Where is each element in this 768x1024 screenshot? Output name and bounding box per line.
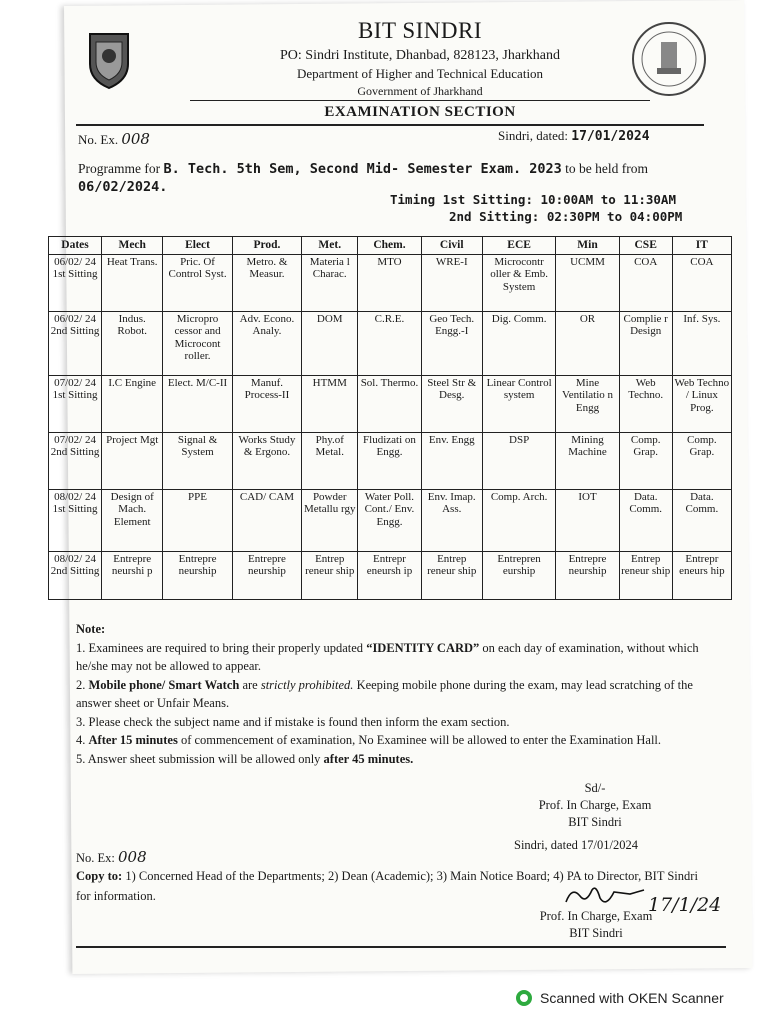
subject-cell: Complie r Design (619, 311, 672, 375)
column-header: IT (672, 237, 731, 255)
date-cell: 06/02/ 24 1st Sitting (49, 254, 102, 311)
subject-cell: Elect. M/C-II (163, 375, 232, 432)
subject-cell: Heat Trans. (102, 254, 163, 311)
subject-cell: Manuf. Process-II (232, 375, 301, 432)
subject-cell: Entrepren eurship (482, 551, 556, 599)
signature-sd: Sd/- (584, 781, 606, 795)
handwritten-date: 17/1/24 (648, 894, 722, 916)
signature-org: BIT Sindri (568, 815, 622, 829)
subject-cell: Micropro cessor and Microcont roller. (163, 311, 232, 375)
ref-no-value: 008 (121, 130, 150, 148)
note-4 (76, 731, 706, 750)
timetable-header-row (49, 237, 732, 255)
programme-course: B. Tech. 5th Sem, Second Mid- Semester Exam. 2023 (163, 161, 562, 177)
exam-timetable (48, 236, 732, 600)
subject-cell: Web Techno / Linux Prog. (672, 375, 731, 432)
column-header: Chem. (358, 237, 421, 255)
date-cell: 07/02/ 24 2nd Sitting (49, 432, 102, 489)
oken-scanner-icon (516, 990, 532, 1006)
institute-logo-icon (86, 28, 132, 90)
note-5-text: 5. Answer sheet submission will be allowed only (76, 751, 321, 766)
subject-cell: MTO (358, 254, 421, 311)
subject-cell: Water Poll. Cont./ Env. Engg. (358, 489, 421, 551)
subject-cell: OR (556, 311, 619, 375)
subject-cell: Phy.of Metal. (302, 432, 358, 489)
subject-cell: Steel Str & Desg. (421, 375, 482, 432)
subject-cell: Metro. & Measur. (232, 254, 301, 311)
note-1-rest: on each day of examination, without which he/she may not be allowed to appear. (76, 640, 699, 673)
copy-to-text: 1) Concerned Head of the Departments; 2) Dean (Academic); 3) Main Notice Board; 4) PA to Director, BIT Sindri for information. (76, 869, 698, 903)
subject-cell: Web Techno. (619, 375, 672, 432)
column-header: CSE (619, 237, 672, 255)
note-2-number: 2. (76, 677, 86, 692)
notes-title: Note: (76, 622, 106, 636)
subject-cell: DOM (302, 311, 358, 375)
signature-designation: Prof. In Charge, Exam (538, 798, 652, 812)
footer-no-label: No. Ex: (76, 851, 115, 865)
table-row (49, 375, 732, 432)
note-2-verb: are (242, 677, 258, 692)
subject-cell: Entrep reneur ship (421, 551, 482, 599)
column-header: Met. (302, 237, 358, 255)
subject-cell: Entrepre neurshi p (102, 551, 163, 599)
subject-cell: Materia l Charac. (302, 254, 358, 311)
subject-cell: Adv. Econo. Analy. (232, 311, 301, 375)
subject-cell: Works Study & Ergono. (232, 432, 301, 489)
note-2-rest: Keeping mobile phone during the exam, may lead scratching of the answer sheet or Unfair Means. (76, 677, 693, 710)
table-row (49, 551, 732, 599)
subject-cell: Dig. Comm. (482, 311, 556, 375)
subject-cell: Entrepre neurship (556, 551, 619, 599)
subject-cell: COA (619, 254, 672, 311)
subject-cell: CAD/ CAM (232, 489, 301, 551)
subject-cell: DSP (482, 432, 556, 489)
programme-from-date: 06/02/2024. (78, 179, 168, 195)
subject-cell: Indus. Robot. (102, 311, 163, 375)
subject-cell: Data. Comm. (619, 489, 672, 551)
table-row (49, 254, 732, 311)
subject-cell: IOT (556, 489, 619, 551)
footer-divider (76, 946, 726, 948)
table-row (49, 432, 732, 489)
subject-cell: Project Mgt (102, 432, 163, 489)
header-divider (190, 100, 650, 101)
subject-cell: Comp. Arch. (482, 489, 556, 551)
table-row (49, 489, 732, 551)
subject-cell: Data. Comm. (672, 489, 731, 551)
subject-cell: Entrepre neurship (232, 551, 301, 599)
column-header: Elect (163, 237, 232, 255)
note-5-emphasis: after 45 minutes. (323, 751, 414, 766)
subject-cell: HTMM (302, 375, 358, 432)
scanner-label: Scanned with OKEN Scanner (540, 990, 724, 1006)
subject-cell: Mine Ventilatio n Engg (556, 375, 619, 432)
government-name: Government of Jharkhand (357, 84, 483, 98)
subject-cell: Entrepr eneurs hip (672, 551, 731, 599)
reference-date (498, 128, 650, 144)
subject-cell: Entrepre neurship (163, 551, 232, 599)
subject-cell: UCMM (556, 254, 619, 311)
column-header: Prod. (232, 237, 301, 255)
subject-cell: Comp. Grap. (672, 432, 731, 489)
reference-number (78, 130, 150, 148)
column-header: Mech (102, 237, 163, 255)
column-header: Dates (49, 237, 102, 255)
subject-cell: Env. Engg (421, 432, 482, 489)
column-header: ECE (482, 237, 556, 255)
subject-cell: Pric. Of Control Syst. (163, 254, 232, 311)
footer-reference (76, 848, 147, 866)
ref-date-value: 17/01/2024 (571, 129, 650, 144)
subject-cell: C.R.E. (358, 311, 421, 375)
notes-section (76, 620, 706, 768)
programme-prefix: Programme for (78, 161, 161, 176)
ref-no-label: No. Ex. (78, 132, 119, 147)
footer-signature (516, 908, 676, 942)
note-4-rest: of commencement of examination, No Examinee will be allowed to enter the Examination Hall. (180, 733, 662, 747)
column-header: Civil (421, 237, 482, 255)
note-3: 3. Please check the subject name and if mistake is found then inform the exam section. (76, 714, 510, 729)
timetable-body (49, 254, 732, 599)
subject-cell: Env. Imap. Ass. (421, 489, 482, 551)
subject-cell: Entrep reneur ship (619, 551, 672, 599)
note-1 (76, 639, 706, 676)
subject-cell: I.C Engine (102, 375, 163, 432)
subject-cell: Sol. Thermo. (358, 375, 421, 432)
date-cell: 07/02/ 24 1st Sitting (49, 375, 102, 432)
subject-cell: Fludizati on Engg. (358, 432, 421, 489)
subject-cell: WRE-I (421, 254, 482, 311)
note-1-text: 1. Examinees are required to bring their properly updated (76, 640, 364, 655)
department-name: Department of Higher and Technical Education (296, 66, 544, 81)
subject-cell: COA (672, 254, 731, 311)
note-1-emphasis: “IDENTITY CARD” (366, 640, 480, 655)
note-2-italic: strictly prohibited. (260, 677, 354, 692)
institute-address: PO: Sindri Institute, Dhanbad, 828123, Jharkhand (280, 48, 560, 63)
table-row (49, 311, 732, 375)
ref-date-label: Sindri, dated: (498, 128, 569, 143)
subject-cell: Microcontr oller & Emb. System (482, 254, 556, 311)
date-cell: 06/02/ 24 2nd Sitting (49, 311, 102, 375)
programme-text (78, 160, 708, 196)
note-4-emphasis: After 15 minutes (88, 733, 178, 747)
signature-date: Sindri, dated 17/01/2024 (514, 838, 638, 852)
signature-block (500, 780, 690, 831)
subject-cell: Signal & System (163, 432, 232, 489)
note-5 (76, 750, 706, 769)
date-cell: 08/02/ 24 1st Sitting (49, 489, 102, 551)
subject-cell: Geo Tech. Engg.-I (421, 311, 482, 375)
note-4-number: 4. (76, 733, 86, 747)
section-divider (76, 124, 704, 126)
footer-sign-org: BIT Sindri (569, 926, 623, 940)
section-title: EXAMINATION SECTION (324, 104, 516, 120)
subject-cell: Design of Mach. Element (102, 489, 163, 551)
timing-second: 2nd Sitting: 02:30PM to 04:00PM (449, 209, 683, 224)
subject-cell: Inf. Sys. (672, 311, 731, 375)
subject-cell: PPE (163, 489, 232, 551)
subject-cell: Linear Control system (482, 375, 556, 432)
timing-first: Timing 1st Sitting: 10:00AM to 11:30AM (390, 192, 676, 207)
subject-cell: Entrepr eneursh ip (358, 551, 421, 599)
programme-mid: to be held (565, 161, 619, 176)
note-2 (76, 676, 706, 713)
note-2-emphasis: Mobile phone/ Smart Watch (88, 677, 240, 692)
date-cell: 08/02/ 24 2nd Sitting (49, 551, 102, 599)
subject-cell: Powder Metallu rgy (302, 489, 358, 551)
copy-to-label: Copy to: (76, 869, 123, 883)
footer-sign-designation: Prof. In Charge, Exam (539, 909, 653, 923)
scanner-watermark (516, 990, 724, 1006)
column-header: Min (556, 237, 619, 255)
programme-from-label: from (621, 161, 648, 176)
subject-cell: Entrep reneur ship (302, 551, 358, 599)
institute-name: BIT SINDRI (357, 18, 483, 43)
subject-cell: Mining Machine (556, 432, 619, 489)
subject-cell: Comp. Grap. (619, 432, 672, 489)
footer-no-value: 008 (118, 848, 147, 866)
